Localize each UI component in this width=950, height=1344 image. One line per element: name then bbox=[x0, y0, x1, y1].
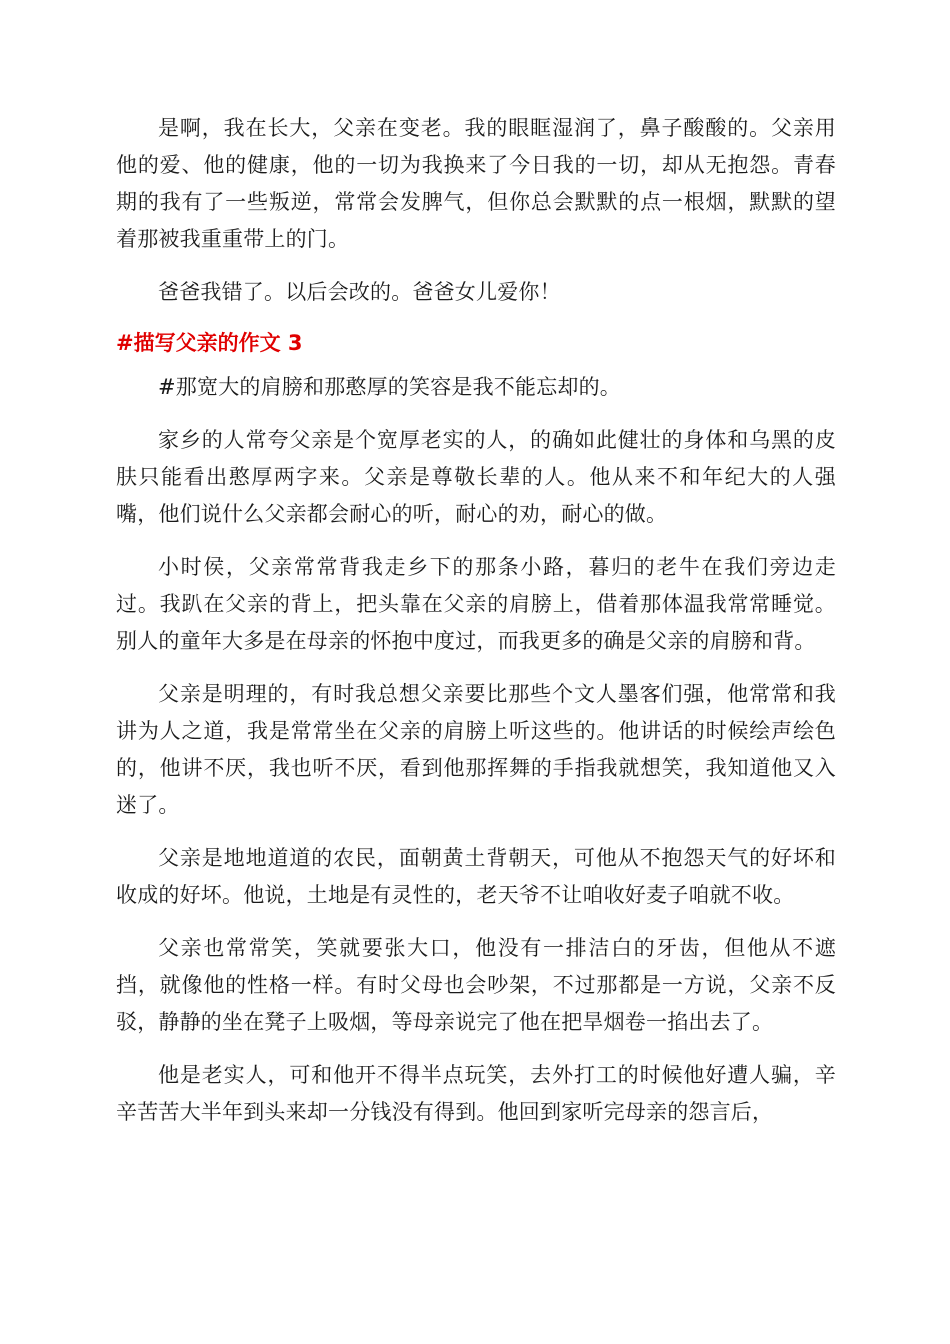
paragraph: 家乡的人常夸父亲是个宽厚老实的人，的确如此健壮的身体和乌黑的皮肤只能看出憨厚两字来。父亲是尊敬长辈的人。他从来不和年纪大的人强嘴，他们说什么父亲都会耐心的听，耐心的劝，耐心的做。 bbox=[116, 428, 836, 526]
paragraph: 他是老实人，可和他开不得半点玩笑，去外打工的时候他好遭人骗，辛辛苦苦大半年到头来却一分钱没有得到。他回到家听完母亲的怨言后， bbox=[116, 1063, 836, 1124]
document-page bbox=[116, 110, 836, 1147]
section-heading: #描写父亲的作文 3 bbox=[116, 331, 303, 355]
paragraph: 小时侯，父亲常常背我走乡下的那条小路，暮归的老牛在我们旁边走过。我趴在父亲的背上，把头靠在父亲的肩膀上，借着那体温我常常睡觉。别人的童年大多是在母亲的怀抱中度过，而我更多的确是父亲的肩膀和背。 bbox=[116, 555, 836, 653]
paragraph: 父亲也常常笑，笑就要张大口，他没有一排洁白的牙齿，但他从不遮挡，就像他的性格一样。有时父母也会吵架，不过那都是一方说，父亲不反驳，静静的坐在凳子上吸烟，等母亲说完了他在把旱烟卷一掐出去了。 bbox=[116, 936, 836, 1034]
paragraph: 是啊，我在长大，父亲在变老。我的眼眶湿润了，鼻子酸酸的。父亲用他的爱、他的健康，他的一切为我换来了今日我的一切，却从无抱怨。青春期的我有了一些叛逆，常常会发脾气，但你总会默默的点一根烟，默默的望着那被我重重带上的门。 bbox=[116, 116, 836, 251]
paragraph: 爸爸我错了。以后会改的。爸爸女儿爱你！ bbox=[158, 280, 561, 304]
paragraph: 父亲是地地道道的农民，面朝黄土背朝天，可他从不抱怨天气的好坏和收成的好坏。他说，土地是有灵性的，老天爷不让咱收好麦子咱就不收。 bbox=[116, 846, 836, 907]
paragraph: #那宽大的肩膀和那憨厚的笑容是我不能忘却的。 bbox=[158, 375, 621, 399]
paragraph: 父亲是明理的，有时我总想父亲要比那些个文人墨客们强，他常常和我讲为人之道，我是常常坐在父亲的肩膀上听这些的。他讲话的时候绘声绘色的，他讲不厌，我也听不厌，看到他那挥舞的手指我就想笑，我知道他又入迷了。 bbox=[116, 682, 836, 817]
